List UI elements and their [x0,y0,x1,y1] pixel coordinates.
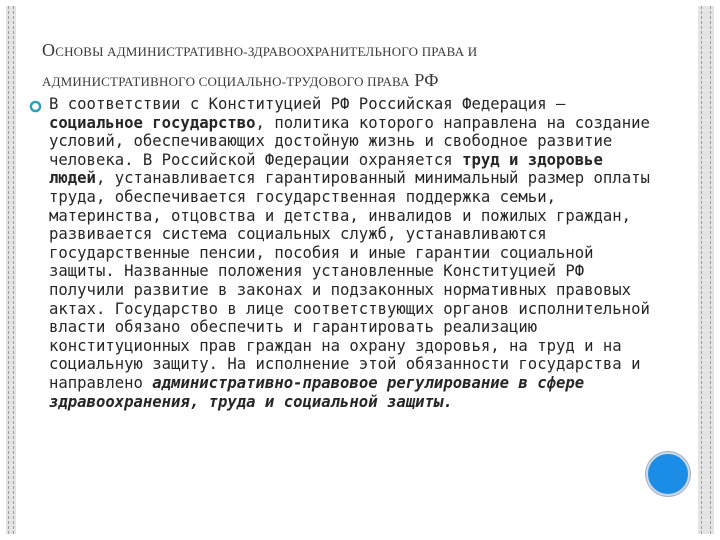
left-stitched-border [6,6,16,534]
title-line2: АДМИНИСТРАТИВНОГО СОЦИАЛЬНО-ТРУДОВОГО ПРАВА [42,74,410,89]
body-text-2: , политика которого направлена на создание условий, обеспечивающих достойную жизнь и свободное развитие человека. В Российской Федерации охраняется [49,113,650,169]
right-stitched-border [698,6,714,534]
body-bold-social-state: социальное государство [49,113,256,132]
ring-bullet-icon [29,100,42,113]
title-rf: РФ [414,70,439,90]
body-paragraph [49,95,663,411]
blue-circle-icon [646,452,690,496]
slide-title [42,36,662,96]
body-text-3: , устанавливается гарантированный минимальный размер оплаты труда, обеспечивается государственная поддержка семьи, материнства, отцовства и детства, инвалидов и пожилых граждан, развивается система социальных служб, устанавливаются государственные пенсии, пособия и иные гарантии социальной защиты. Названные положения установленные Конституцией РФ получили развитие в законах и подзаконных нормативных правовых актах. Государство в лице соответствующих органов исполнительной власти обязано обеспечить и гарантировать реализацию конституционных прав граждан на охрану здоровья, на труд и на социальную защиту. На исполнение этой обязанности государства и направлено [49,169,650,392]
body-bold-labor-health: труд и здоровье людей [49,150,603,188]
body-text-1: В соответствии с Конституцией РФ Российская Федерация — [49,95,566,113]
body-bold-italic-conclusion: административно-правовое регулирование в сфере здравоохранения, труда и социальной защиты. [49,373,585,411]
title-initial: О [42,40,56,60]
title-line1: СНОВЫ АДМИНИСТРАТИВНО-ЗДРАВООХРАНИТЕЛЬНОГО ПРАВА И [55,44,478,59]
